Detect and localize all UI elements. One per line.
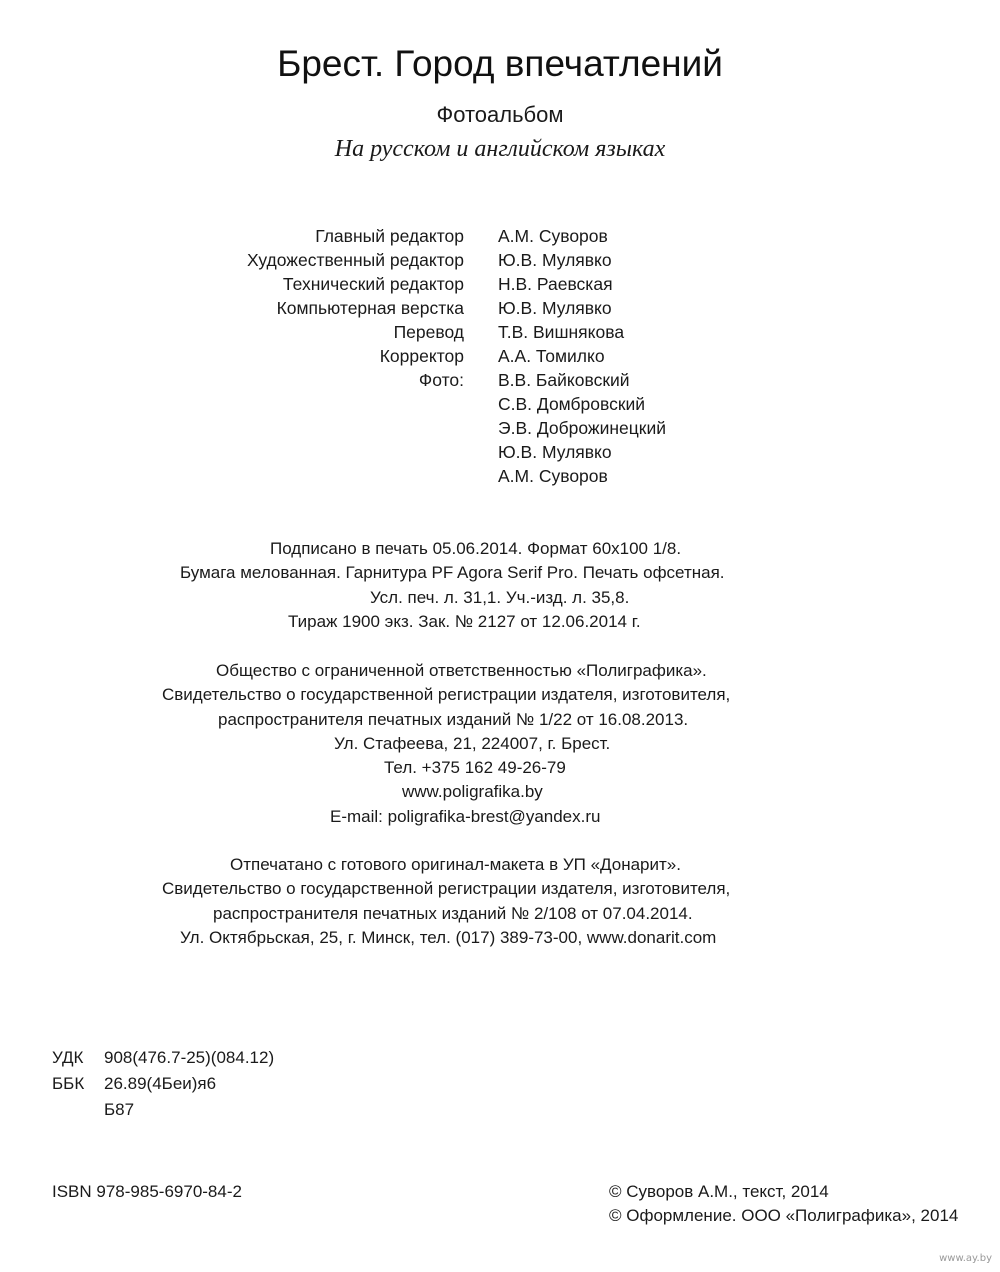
publisher-line: распространителя печатных изданий № 1/22 от 16.08.2013.	[218, 709, 689, 729]
code-row	[52, 1045, 274, 1071]
credit-role: Художественный редактор	[247, 250, 464, 270]
credits-list	[0, 224, 1000, 488]
printer-block	[0, 853, 1000, 950]
print-info-line: Подписано в печать 05.06.2014. Формат 60х100 1/8.	[270, 539, 682, 558]
copyright-line: © Оформление. ООО «Полиграфика», 2014	[609, 1206, 959, 1225]
credit-row	[0, 320, 1000, 344]
code-value: 26.89(4Беи)я6	[104, 1074, 217, 1093]
publisher-email: E-mail: poligrafika-brest@yandex.ru	[330, 806, 601, 826]
printer-line: Свидетельство о государственной регистрации издателя, изготовителя,	[162, 879, 731, 899]
credit-role	[0, 464, 464, 488]
publisher-website: www.poligrafika.by	[402, 782, 543, 802]
publisher-address: Ул. Стафеева, 21, 224007, г. Брест.	[334, 733, 611, 753]
printer-line: распространителя печатных изданий № 2/108 от 07.04.2014.	[213, 903, 693, 923]
code-row	[52, 1097, 274, 1123]
credit-role	[0, 392, 464, 416]
credit-row	[0, 392, 1000, 416]
isbn: ISBN 978-985-6970-84-2	[52, 1182, 242, 1201]
credit-role: Перевод	[393, 322, 464, 342]
credit-name: В.В. Байковский	[498, 370, 630, 390]
printer-line: Ул. Октябрьская, 25, г. Минск, тел. (017) 389-73-00, www.donarit.com	[180, 927, 717, 947]
credit-name: Ю.В. Мулявко	[498, 298, 612, 318]
credit-name: А.М. Суворов	[498, 466, 608, 486]
publisher-phone: Тел. +375 162 49-26-79	[384, 758, 566, 778]
credit-row	[0, 440, 1000, 464]
code-value: 908(476.7-25)(084.12)	[104, 1048, 275, 1067]
credit-row	[0, 464, 1000, 488]
credit-role: Компьютерная верстка	[276, 298, 464, 318]
credit-row	[0, 272, 1000, 296]
credit-row	[0, 296, 1000, 320]
print-info-line: Усл. печ. л. 31,1. Уч.-изд. л. 35,8.	[370, 587, 630, 607]
credit-row	[0, 368, 1000, 392]
code-row	[52, 1071, 274, 1097]
code-key: УДК	[52, 1048, 84, 1067]
credit-name: Т.В. Вишнякова	[498, 322, 625, 342]
credit-role: Главный редактор	[315, 226, 464, 246]
credit-row	[0, 224, 1000, 248]
code-key: ББК	[52, 1074, 85, 1093]
code-value: Б87	[104, 1100, 135, 1119]
credit-role: Технический редактор	[282, 274, 464, 294]
code-key	[52, 1097, 104, 1123]
credit-role	[0, 440, 464, 464]
credit-name: С.В. Домбровский	[498, 394, 646, 414]
credit-name: Н.В. Раевская	[498, 274, 613, 294]
credit-row	[0, 344, 1000, 368]
credit-row	[0, 416, 1000, 440]
print-info-line: Бумага мелованная. Гарнитура PF Agora Serif Pro. Печать офсетная.	[180, 563, 725, 583]
classification-codes	[52, 1045, 274, 1123]
credit-name: Ю.В. Мулявко	[498, 250, 612, 270]
credit-name: А.М. Суворов	[498, 226, 608, 246]
copyright-line: © Суворов А.М., текст, 2014	[609, 1182, 829, 1201]
watermark: www.ay.by	[939, 1253, 992, 1264]
print-info-line: Тираж 1900 экз. Зак. № 2127 от 12.06.2014 г.	[288, 611, 641, 631]
credit-role	[0, 416, 464, 440]
book-title: Брест. Город впечатлений	[277, 43, 723, 84]
copyright-block	[609, 1180, 958, 1228]
printer-line: Отпечатано с готового оригинал-макета в УП «Донарит».	[230, 855, 681, 874]
credit-role: Фото:	[418, 370, 464, 390]
publisher-line: Свидетельство о государственной регистрации издателя, изготовителя,	[162, 685, 731, 705]
credit-name: Э.В. Доброжинецкий	[498, 418, 667, 438]
publisher-line: Общество с ограниченной ответственностью «Полиграфика».	[216, 661, 707, 680]
book-subtitle: Фотоальбом	[436, 102, 564, 127]
credit-name: А.А. Томилко	[498, 346, 605, 366]
print-info-block	[0, 537, 1000, 634]
credit-name: Ю.В. Мулявко	[498, 442, 612, 462]
publisher-block	[0, 659, 1000, 829]
credit-row	[0, 248, 1000, 272]
credit-role: Корректор	[379, 346, 464, 366]
languages-note: На русском и английском языках	[334, 136, 666, 162]
